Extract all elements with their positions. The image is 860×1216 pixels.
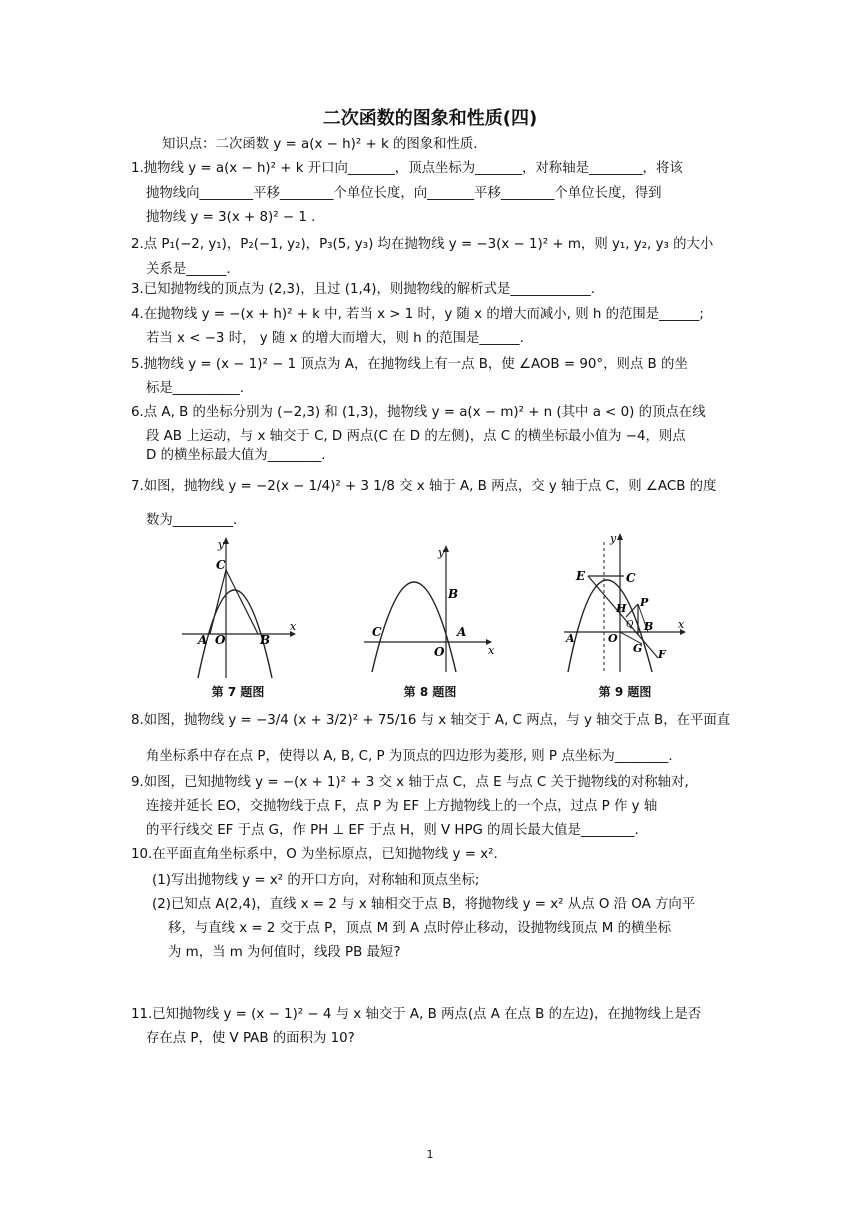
question-9-line-3: 的平行线交 EF 于点 G，作 PH ⊥ EF 于点 H，则 V HPG 的周长最大值是________. <box>146 823 639 838</box>
label-x: x <box>678 618 685 631</box>
figure-8-caption: 第 8 题图 <box>403 685 457 699</box>
question-2-line-2: 关系是______. <box>146 262 231 277</box>
figure-8 <box>360 532 500 700</box>
question-9-line-1: 9.如图，已知抛物线 y = −(x + 1)² + 3 交 x 轴于点 C，点 E 与点 C 关于抛物线的对称轴对, <box>131 775 689 790</box>
figure-7-caption: 第 7 题图 <box>211 685 265 699</box>
label-c: C <box>216 558 226 572</box>
segment-ac <box>210 570 226 634</box>
question-8-line-1: 8.如图，抛物线 y = −3/4 (x + 3/2)² + 75/16 与 x 轴交于 A, C 两点，与 y 轴交于点 B，在平面直 <box>131 713 731 728</box>
question-6-line-1: 6.点 A, B 的坐标分别为 (−2,3) 和 (1,3)，抛物线 y = a(x − m)² + n (其中 a < 0) 的顶点在线 <box>131 405 706 420</box>
question-7-line-1: 7.如图，抛物线 y = −2(x − 1/4)² + 3 1/8 交 x 轴于 A, B 两点，交 y 轴于点 C，则 ∠ACB 的度 <box>131 479 717 494</box>
label-c: C <box>372 625 382 639</box>
segment-ph <box>626 604 638 617</box>
figure-9-caption: 第 9 题图 <box>598 685 652 699</box>
question-10-line-5: 为 m，当 m 为何值时，线段 PB 最短? <box>168 945 401 960</box>
question-10-line-3: (2)已知点 A(2,4)，直线 x = 2 与 x 轴相交于点 B，将抛物线 y = x² 从点 O 沿 OA 方向平 <box>152 897 696 912</box>
label-x: x <box>488 644 495 657</box>
page-number: 1 <box>426 1148 434 1161</box>
label-h: H <box>616 602 627 615</box>
label-x: x <box>290 620 297 633</box>
question-11-line-2: 存在点 P，使 V PAB 的面积为 10? <box>146 1031 355 1046</box>
page-title: 二次函数的图象和性质(四) <box>322 108 538 129</box>
label-o: O <box>215 633 226 647</box>
question-5-line-2: 标是__________. <box>146 381 244 396</box>
question-10-line-1: 10.在平面直角坐标系中，O 为坐标原点，已知抛物线 y = x². <box>131 847 498 862</box>
question-10-line-2: (1)写出抛物线 y = x² 的开口方向，对称轴和顶点坐标; <box>152 873 480 888</box>
parabola <box>568 580 652 672</box>
label-a: A <box>198 633 208 647</box>
question-9-line-2: 连接并延长 EO，交抛物线于点 F，点 P 为 EF 上方抛物线上的一个点，过点 P 作 y 轴 <box>146 799 658 814</box>
label-o: O <box>608 632 618 645</box>
label-p: P <box>640 596 649 609</box>
question-10-line-4: 移，与直线 x = 2 交于点 P，顶点 M 到 A 点时停止移动，设抛物线顶点 M 的横坐标 <box>168 921 672 936</box>
label-a: A <box>457 625 467 639</box>
label-y: y <box>610 532 617 545</box>
question-1-line-1: 1.抛物线 y = a(x − h)² + k 开口向_______，顶点坐标为_______，对称轴是________，将该 <box>131 161 683 176</box>
question-6-line-3: D 的横坐标最大值为________. <box>146 448 326 463</box>
label-e: E <box>576 569 586 583</box>
label-g: G <box>633 642 643 655</box>
question-2-line-1: 2.点 P₁(−2, y₁)，P₂(−1, y₂)，P₃(5, y₃) 均在抛物线 y = −3(x − 1)² + m，则 y₁, y₂, y₃ 的大小 <box>131 237 714 252</box>
line-ef <box>588 576 658 658</box>
figure-8-graph <box>360 532 500 680</box>
label-y: y <box>438 546 445 559</box>
question-4-line-1: 4.在抛物线 y = −(x + h)² + k 中, 若当 x > 1 时，y 随 x 的增大而减小, 则 h 的范围是______; <box>131 307 704 322</box>
label-q: Q <box>626 620 634 630</box>
question-6-line-2: 段 AB 上运动，与 x 轴交于 C, D 两点(C 在 D 的左侧)，点 C 的横坐标最小值为 −4，则点 <box>146 429 686 444</box>
label-c: C <box>626 571 636 585</box>
y-axis-arrow <box>617 533 623 540</box>
question-7-line-2: 数为_________. <box>146 513 238 528</box>
question-5-line-1: 5.抛物线 y = (x − 1)² − 1 顶点为 A，在抛物线上有一点 B，使 ∠AOB = 90°，则点 B 的坐 <box>131 357 688 372</box>
question-1-line-3: 抛物线 y = 3(x + 8)² − 1 . <box>146 210 316 225</box>
label-y: y <box>218 538 225 551</box>
label-b: B <box>644 620 654 633</box>
label-f: F <box>658 648 666 661</box>
question-1-line-2: 抛物线向________平移________个单位长度，向_______平移________个单位长度，得到 <box>146 186 662 201</box>
question-3-line-1: 3.已知抛物线的顶点为 (2,3)，且过 (1,4)，则抛物线的解析式是____________. <box>131 282 595 297</box>
question-4-line-2: 若当 x < −3 时， y 随 x 的增大而增大，则 h 的范围是______. <box>146 331 524 346</box>
figure-7-graph <box>178 532 308 680</box>
question-8-line-2: 角坐标系中存在点 P，使得以 A, B, C, P 为顶点的四边形为菱形, 则 P 点坐标为________. <box>146 749 673 764</box>
label-b: B <box>260 633 271 647</box>
figure-9 <box>560 532 690 700</box>
label-a: A <box>566 632 575 645</box>
knowledge-point: 知识点：二次函数 y = a(x − h)² + k 的图象和性质. <box>162 137 478 152</box>
figure-7 <box>178 532 308 700</box>
figures-row <box>178 532 690 700</box>
label-b: B <box>448 587 459 601</box>
segment-cb <box>226 570 258 634</box>
question-11-line-1: 11.已知抛物线 y = (x − 1)² − 4 与 x 轴交于 A, B 两点(点 A 在点 B 的左边)，在抛物线上是否 <box>131 1007 702 1022</box>
label-o: O <box>434 645 445 659</box>
figure-9-graph <box>560 532 690 680</box>
